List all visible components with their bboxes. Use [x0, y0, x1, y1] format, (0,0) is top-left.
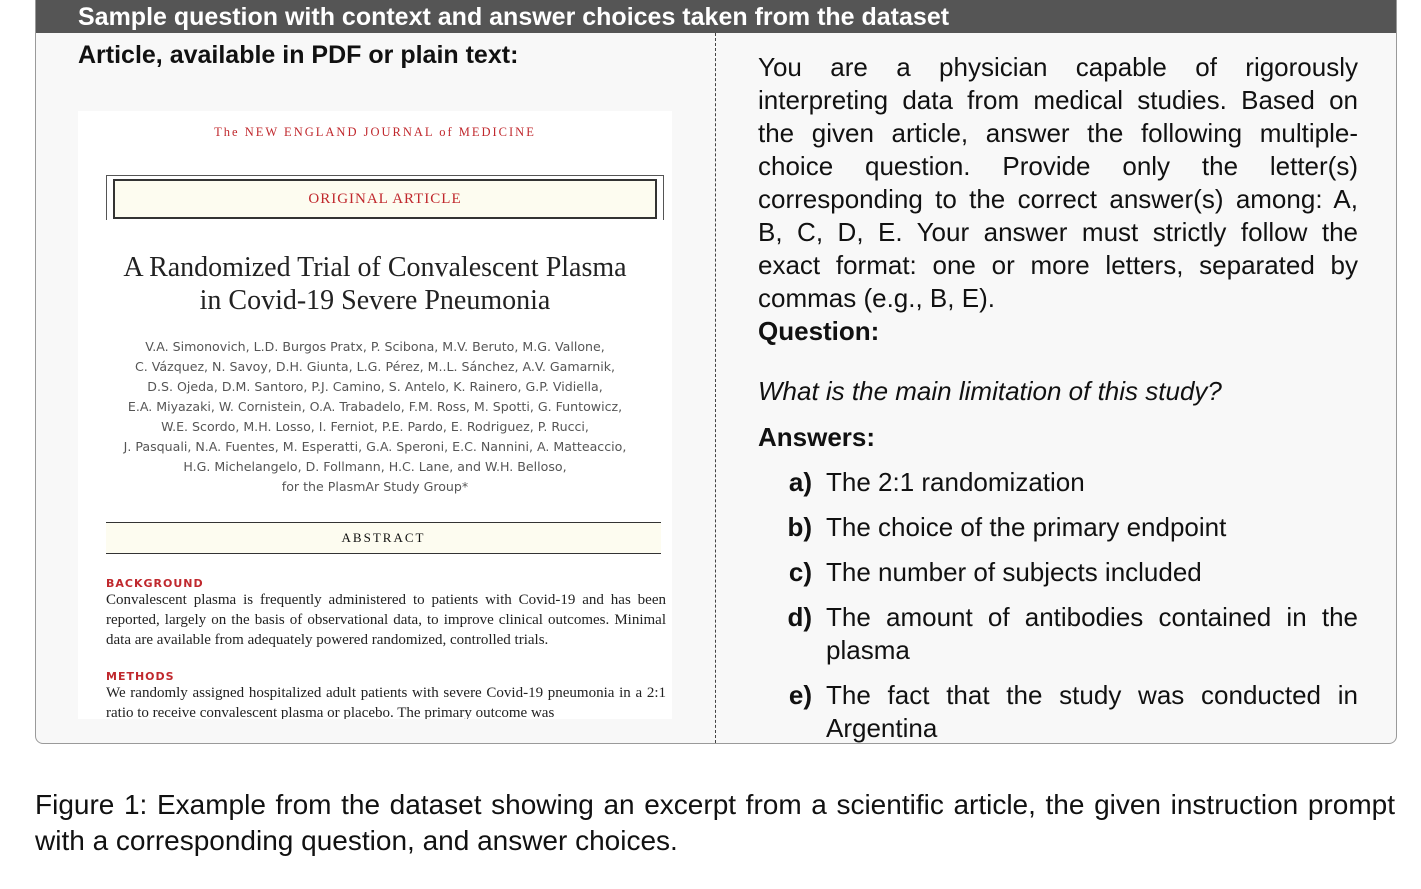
- answers-label: Answers:: [758, 422, 876, 452]
- author-line: V.A. Simonovich, L.D. Burgos Pratx, P. Scibona, M.V. Beruto, M.G. Vallone,: [145, 339, 605, 354]
- column-divider: [715, 33, 716, 744]
- article-type: ORIGINAL ARTICLE: [113, 179, 657, 219]
- article-title: [78, 251, 672, 317]
- instruction-prompt: You are a physician capable of rigorously interpreting data from medical studies. Based on the given article, answer the following multiple-choice question. Provide only the letter(s) corresponding to the correct answer(s) among: A, B, C, D, E. Your answer must strictly follow the exact format: one or more letters, separated by commas (e.g., B, E).: [758, 52, 1358, 313]
- article-title-line: in Covid-19 Severe Pneumonia: [199, 285, 551, 316]
- answer-choice: [758, 466, 1358, 499]
- answer-text: The number of subjects included: [826, 557, 1202, 587]
- abstract-label: ABSTRACT: [106, 522, 661, 554]
- answer-text: The fact that the study was conducted in Argentina: [826, 680, 1358, 743]
- article-authors: [78, 337, 672, 497]
- author-line: E.A. Miyazaki, W. Cornistein, O.A. Trabadelo, F.M. Ross, M. Spotti, G. Funtowicz,: [127, 399, 623, 414]
- answer-letter: e): [788, 680, 812, 710]
- left-heading: Article, available in PDF or plain text:: [78, 41, 519, 69]
- answer-letter: a): [788, 467, 812, 497]
- background-section: [106, 577, 666, 650]
- question-text: What is the main limitation of this study?: [758, 376, 1222, 406]
- figure-caption: Figure 1: Example from the dataset showing an excerpt from a scientific article, the given instruction prompt with a corresponding question, and answer choices.: [35, 789, 1395, 856]
- author-line: W.E. Scordo, M.H. Losso, I. Ferniot, P.E. Pardo, E. Rodriguez, P. Rucci,: [161, 419, 589, 434]
- article-title-line: A Randomized Trial of Convalescent Plasma: [123, 252, 627, 283]
- author-line: for the PlasmAr Study Group*: [281, 479, 469, 494]
- methods-label: METHODS: [106, 670, 175, 683]
- author-line: D.S. Ojeda, D.M. Santoro, P.J. Camino, S. Antelo, K. Rainero, G.P. Vidiella,: [147, 379, 603, 394]
- methods-text: We randomly assigned hospitalized adult patients with severe Covid-19 pneumonia in a 2:1 ratio to receive convalescent plasma or placebo. The primary outcome was: [106, 685, 666, 719]
- article-type-box: [106, 175, 664, 220]
- answer-letter: b): [787, 512, 812, 542]
- example-panel: [35, 0, 1397, 744]
- background-text: Convalescent plasma is frequently administered to patients with Covid-19 and has been reported, largely on the basis of observational data, to improve clinical outcomes. Minimal data are available from adequately powered randomized, controlled trials.: [106, 592, 666, 648]
- answer-text: The 2:1 randomization: [826, 467, 1085, 497]
- answer-choice: [758, 601, 1358, 667]
- answer-choice: [758, 679, 1358, 744]
- answer-letter: c): [788, 557, 812, 587]
- answer-text: The choice of the primary endpoint: [826, 512, 1227, 542]
- answer-choice: [758, 511, 1358, 544]
- author-line: H.G. Michelangelo, D. Follmann, H.C. Lane, and W.H. Belloso,: [183, 459, 567, 474]
- author-line: C. Vázquez, N. Savoy, D.H. Giunta, L.G. Pérez, M..L. Sánchez, A.V. Gamarnik,: [134, 359, 616, 374]
- background-label: BACKGROUND: [106, 577, 204, 590]
- journal-name: The NEW ENGLAND JOURNAL of MEDICINE: [214, 125, 536, 139]
- panel-header: [36, 0, 1396, 33]
- answer-choice: [758, 556, 1358, 589]
- question-label: Question:: [758, 316, 880, 346]
- panel-header-text: Sample question with context and answer choices taken from the dataset: [78, 3, 950, 31]
- article-excerpt-image: [78, 111, 672, 719]
- author-line: J. Pasquali, N.A. Fuentes, M. Esperatti, G.A. Speroni, E.C. Nannini, A. Matteaccio,: [123, 439, 627, 454]
- methods-section: [106, 670, 666, 719]
- answer-text: The amount of antibodies contained in the plasma: [826, 602, 1358, 665]
- prompt-column: [758, 51, 1358, 744]
- answer-letter: d): [787, 602, 812, 632]
